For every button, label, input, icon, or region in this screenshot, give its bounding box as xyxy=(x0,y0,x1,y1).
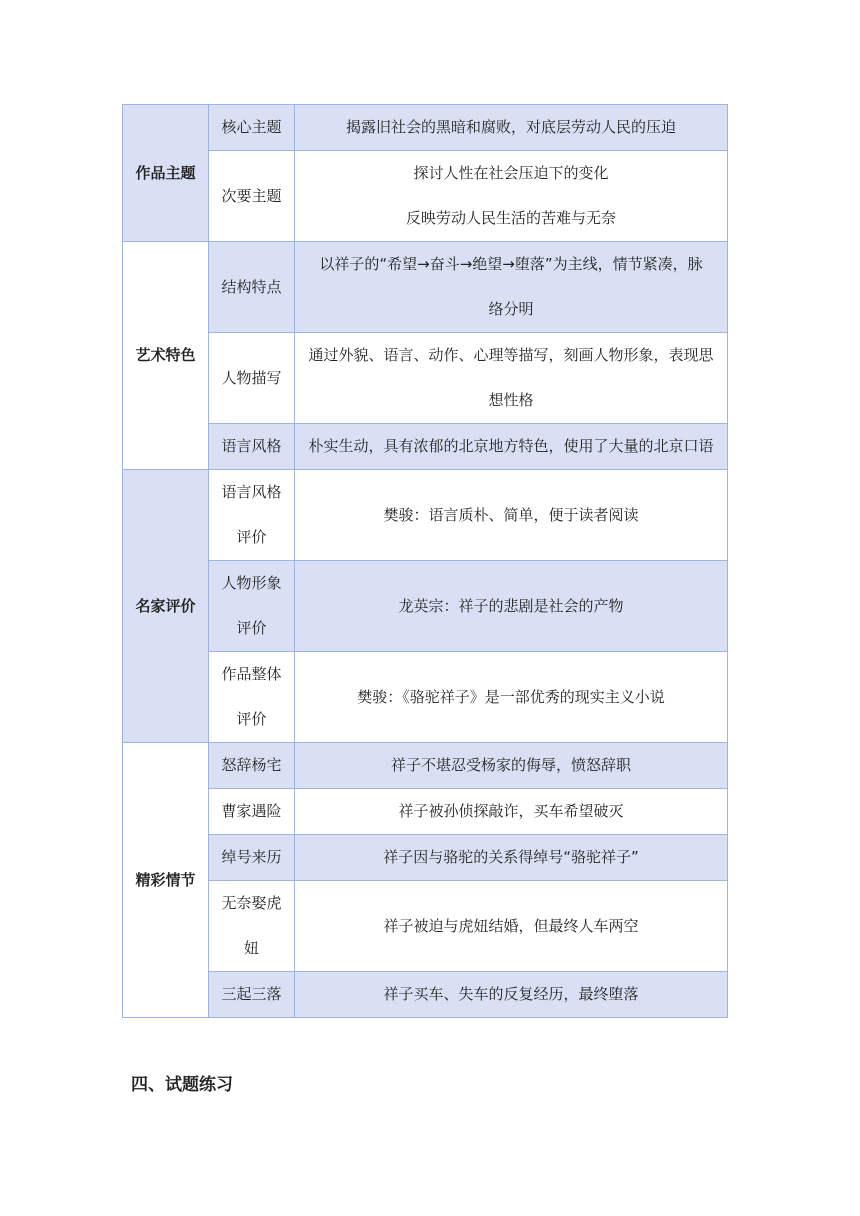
content-cell xyxy=(295,972,728,1018)
subcategory-label: 三起三落 xyxy=(221,985,282,1003)
subcategory-cell xyxy=(209,835,295,881)
subcategory-label: 妞 xyxy=(243,939,259,957)
category-cell xyxy=(123,242,209,470)
content-text: 祥子被迫与虎妞结婚，但最终人车两空 xyxy=(383,916,639,935)
content-cell xyxy=(295,881,728,972)
content-text: 祥子因与骆驼的关系得绰号“骆驼祥子” xyxy=(383,848,639,866)
subcategory-label: 核心主题 xyxy=(221,118,282,136)
content-text: 反映劳动人民生活的苦难与无奈 xyxy=(405,209,616,227)
subcategory-label: 语言风格 xyxy=(221,483,282,501)
subcategory-cell xyxy=(209,561,295,652)
subcategory-label: 作品整体 xyxy=(221,665,282,683)
content-text: 络分明 xyxy=(488,300,534,318)
subcategory-label: 次要主题 xyxy=(221,186,282,205)
category-cell xyxy=(123,470,209,743)
content-text: 探讨人性在社会压迫下的变化 xyxy=(413,164,609,182)
subcategory-cell xyxy=(209,424,295,470)
subcategory-cell xyxy=(209,972,295,1018)
subcategory-cell xyxy=(209,470,295,561)
subcategory-label: 评价 xyxy=(236,710,267,728)
subcategory-label: 人物描写 xyxy=(221,368,282,387)
table-row xyxy=(123,789,728,835)
content-text: 祥子买车、失车的反复经历，最终堕落 xyxy=(383,985,639,1003)
content-cell xyxy=(295,743,728,789)
table-row xyxy=(123,242,728,333)
content-text: 樊骏：语言质朴、简单，便于读者阅读 xyxy=(383,505,639,524)
content-text: 朴实生动，具有浓郁的北京地方特色，使用了大量的北京口语 xyxy=(308,437,714,455)
subcategory-cell xyxy=(209,743,295,789)
subcategory-label: 绰号来历 xyxy=(221,848,282,866)
content-text: 想性格 xyxy=(488,391,534,409)
content-text: 以祥子的“希望→奋斗→绝望→堕落”为主线，情节紧凑，脉 xyxy=(319,255,703,273)
table-row xyxy=(123,105,728,151)
content-text: 樊骏：《骆驼祥子》是一部优秀的现实主义小说 xyxy=(357,687,665,706)
category-label: 作品主题 xyxy=(135,163,196,182)
content-cell xyxy=(295,789,728,835)
subcategory-cell xyxy=(209,881,295,972)
table-row xyxy=(123,151,728,242)
content-cell xyxy=(295,333,728,424)
section-heading: 四、试题练习 xyxy=(131,1075,233,1095)
content-cell xyxy=(295,561,728,652)
category-label: 名家评价 xyxy=(135,596,196,615)
subcategory-label: 曹家遇险 xyxy=(221,802,282,820)
content-text: 龙英宗：祥子的悲剧是社会的产物 xyxy=(398,596,624,615)
category-cell xyxy=(123,105,209,242)
subcategory-cell xyxy=(209,333,295,424)
content-cell xyxy=(295,835,728,881)
table-row xyxy=(123,333,728,424)
subcategory-label: 怒辞杨宅 xyxy=(221,756,282,774)
subcategory-label: 评价 xyxy=(236,619,267,637)
table-row xyxy=(123,652,728,743)
table-row xyxy=(123,743,728,789)
content-cell xyxy=(295,424,728,470)
content-text: 通过外貌、语言、动作、心理等描写，刻画人物形象，表现思 xyxy=(308,346,714,364)
table-row xyxy=(123,470,728,561)
subcategory-label: 人物形象 xyxy=(221,574,282,592)
content-cell xyxy=(295,470,728,561)
summary-table xyxy=(122,104,728,1018)
subcategory-cell xyxy=(209,789,295,835)
category-label: 艺术特色 xyxy=(135,346,196,364)
table-row xyxy=(123,561,728,652)
subcategory-label: 评价 xyxy=(236,528,267,546)
summary-table-container xyxy=(122,104,728,1018)
table-row xyxy=(123,835,728,881)
subcategory-cell xyxy=(209,242,295,333)
table-row xyxy=(123,972,728,1018)
subcategory-label: 语言风格 xyxy=(221,437,282,455)
content-cell xyxy=(295,105,728,151)
content-cell xyxy=(295,151,728,242)
content-text: 祥子不堪忍受杨家的侮辱，愤怒辞职 xyxy=(390,756,631,774)
subcategory-cell xyxy=(209,652,295,743)
category-label: 精彩情节 xyxy=(135,870,196,889)
content-cell xyxy=(295,242,728,333)
subcategory-cell xyxy=(209,151,295,242)
subcategory-label: 结构特点 xyxy=(221,277,282,296)
content-text: 揭露旧社会的黑暗和腐败，对底层劳动人民的压迫 xyxy=(345,118,676,136)
content-cell xyxy=(295,652,728,743)
table-row xyxy=(123,424,728,470)
category-cell xyxy=(123,743,209,1018)
table-row xyxy=(123,881,728,972)
subcategory-cell xyxy=(209,105,295,151)
subcategory-label: 无奈娶虎 xyxy=(221,894,282,912)
content-text: 祥子被孙侦探敲诈，买车希望破灭 xyxy=(398,802,624,820)
summary-table-body xyxy=(123,105,728,1018)
